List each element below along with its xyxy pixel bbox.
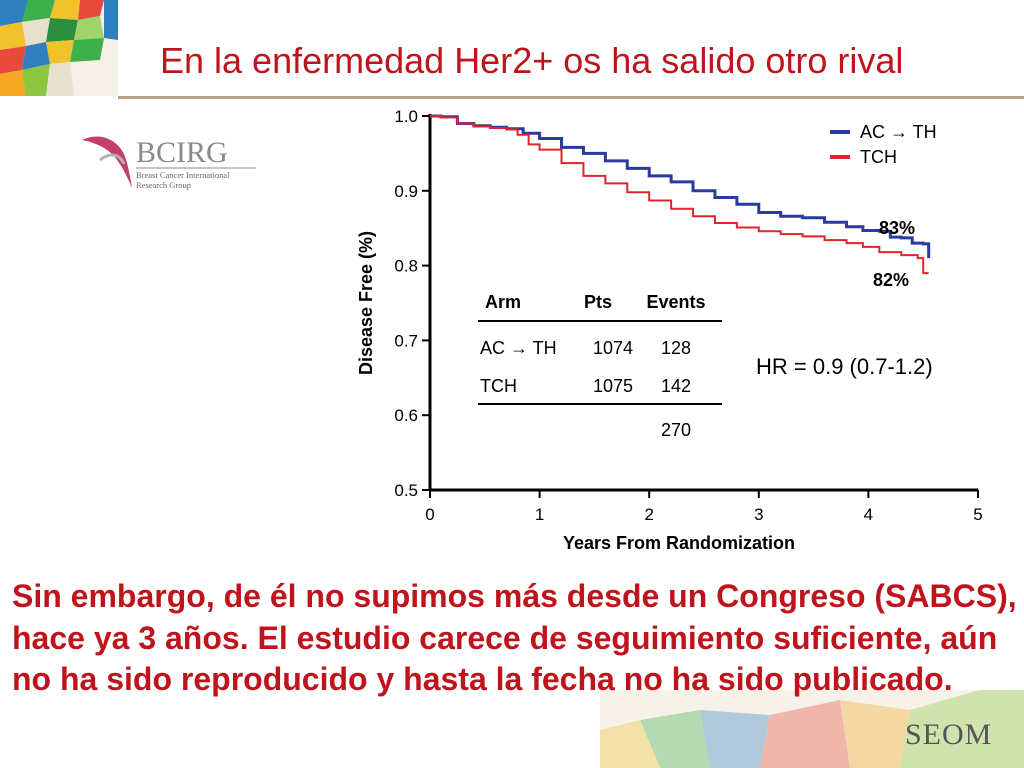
x-tick-label: 4 bbox=[863, 505, 874, 524]
table-total: 270 bbox=[660, 420, 692, 440]
x-tick-label: 3 bbox=[754, 505, 764, 524]
body-text: Sin embargo, de él no supimos más desde un Congreso (SABCS), hace ya 3 años. El estudio carece de seguimiento suficiente, aún no ha sido reproducido y hasta la fecha no ha sido publicado. bbox=[12, 578, 1017, 698]
y-axis-label: Disease Free (%) bbox=[356, 230, 376, 376]
table-cell: TCH bbox=[480, 376, 517, 396]
hazard-ratio-label: HR = 0.9 (0.7-1.2) bbox=[756, 354, 933, 379]
x-tick-label: 5 bbox=[973, 505, 983, 524]
table-cell: 142 bbox=[660, 376, 692, 396]
x-tick-label: 1 bbox=[534, 505, 545, 524]
table-cell: AC → TH bbox=[480, 338, 557, 358]
y-tick-label: 0.9 bbox=[394, 181, 418, 201]
table-header: Events bbox=[646, 292, 706, 312]
y-tick-label: 0.7 bbox=[394, 331, 418, 351]
x-tick-label: 2 bbox=[644, 505, 654, 524]
title-divider bbox=[118, 96, 1024, 99]
svg-text:Breast Cancer International: Breast Cancer International bbox=[136, 170, 230, 180]
table-header: Pts bbox=[583, 292, 613, 312]
y-tick-label: 1.0 bbox=[394, 107, 418, 126]
km-curve-acth bbox=[430, 116, 929, 258]
svg-text:Research Group: Research Group bbox=[136, 180, 191, 190]
km-curve-tch bbox=[430, 116, 929, 273]
table-cell: 1075 bbox=[592, 376, 633, 396]
y-tick-label: 0.6 bbox=[394, 406, 418, 426]
y-tick-label: 0.5 bbox=[394, 481, 418, 500]
mosaic-decoration-top bbox=[0, 0, 118, 96]
table-cell: 1074 bbox=[592, 338, 633, 358]
x-tick-label: 0 bbox=[425, 505, 435, 524]
legend-label: AC → TH bbox=[860, 122, 937, 142]
km-chart bbox=[330, 100, 1000, 560]
table-cell: 128 bbox=[660, 338, 692, 358]
seom-logo: SEOM bbox=[905, 718, 993, 751]
legend-label: TCH bbox=[860, 147, 897, 167]
bcirg-logo bbox=[70, 122, 260, 194]
curve-end-label: 83% bbox=[878, 218, 916, 238]
table-header: Arm bbox=[484, 292, 522, 312]
svg-text:BCIRG: BCIRG bbox=[136, 136, 228, 169]
curve-end-label: 82% bbox=[872, 270, 910, 290]
x-axis-label: Years From Randomization bbox=[562, 533, 796, 553]
slide-title: En la enfermedad Her2+ os ha salido otro rival bbox=[160, 40, 904, 81]
y-tick-label: 0.8 bbox=[394, 256, 418, 276]
